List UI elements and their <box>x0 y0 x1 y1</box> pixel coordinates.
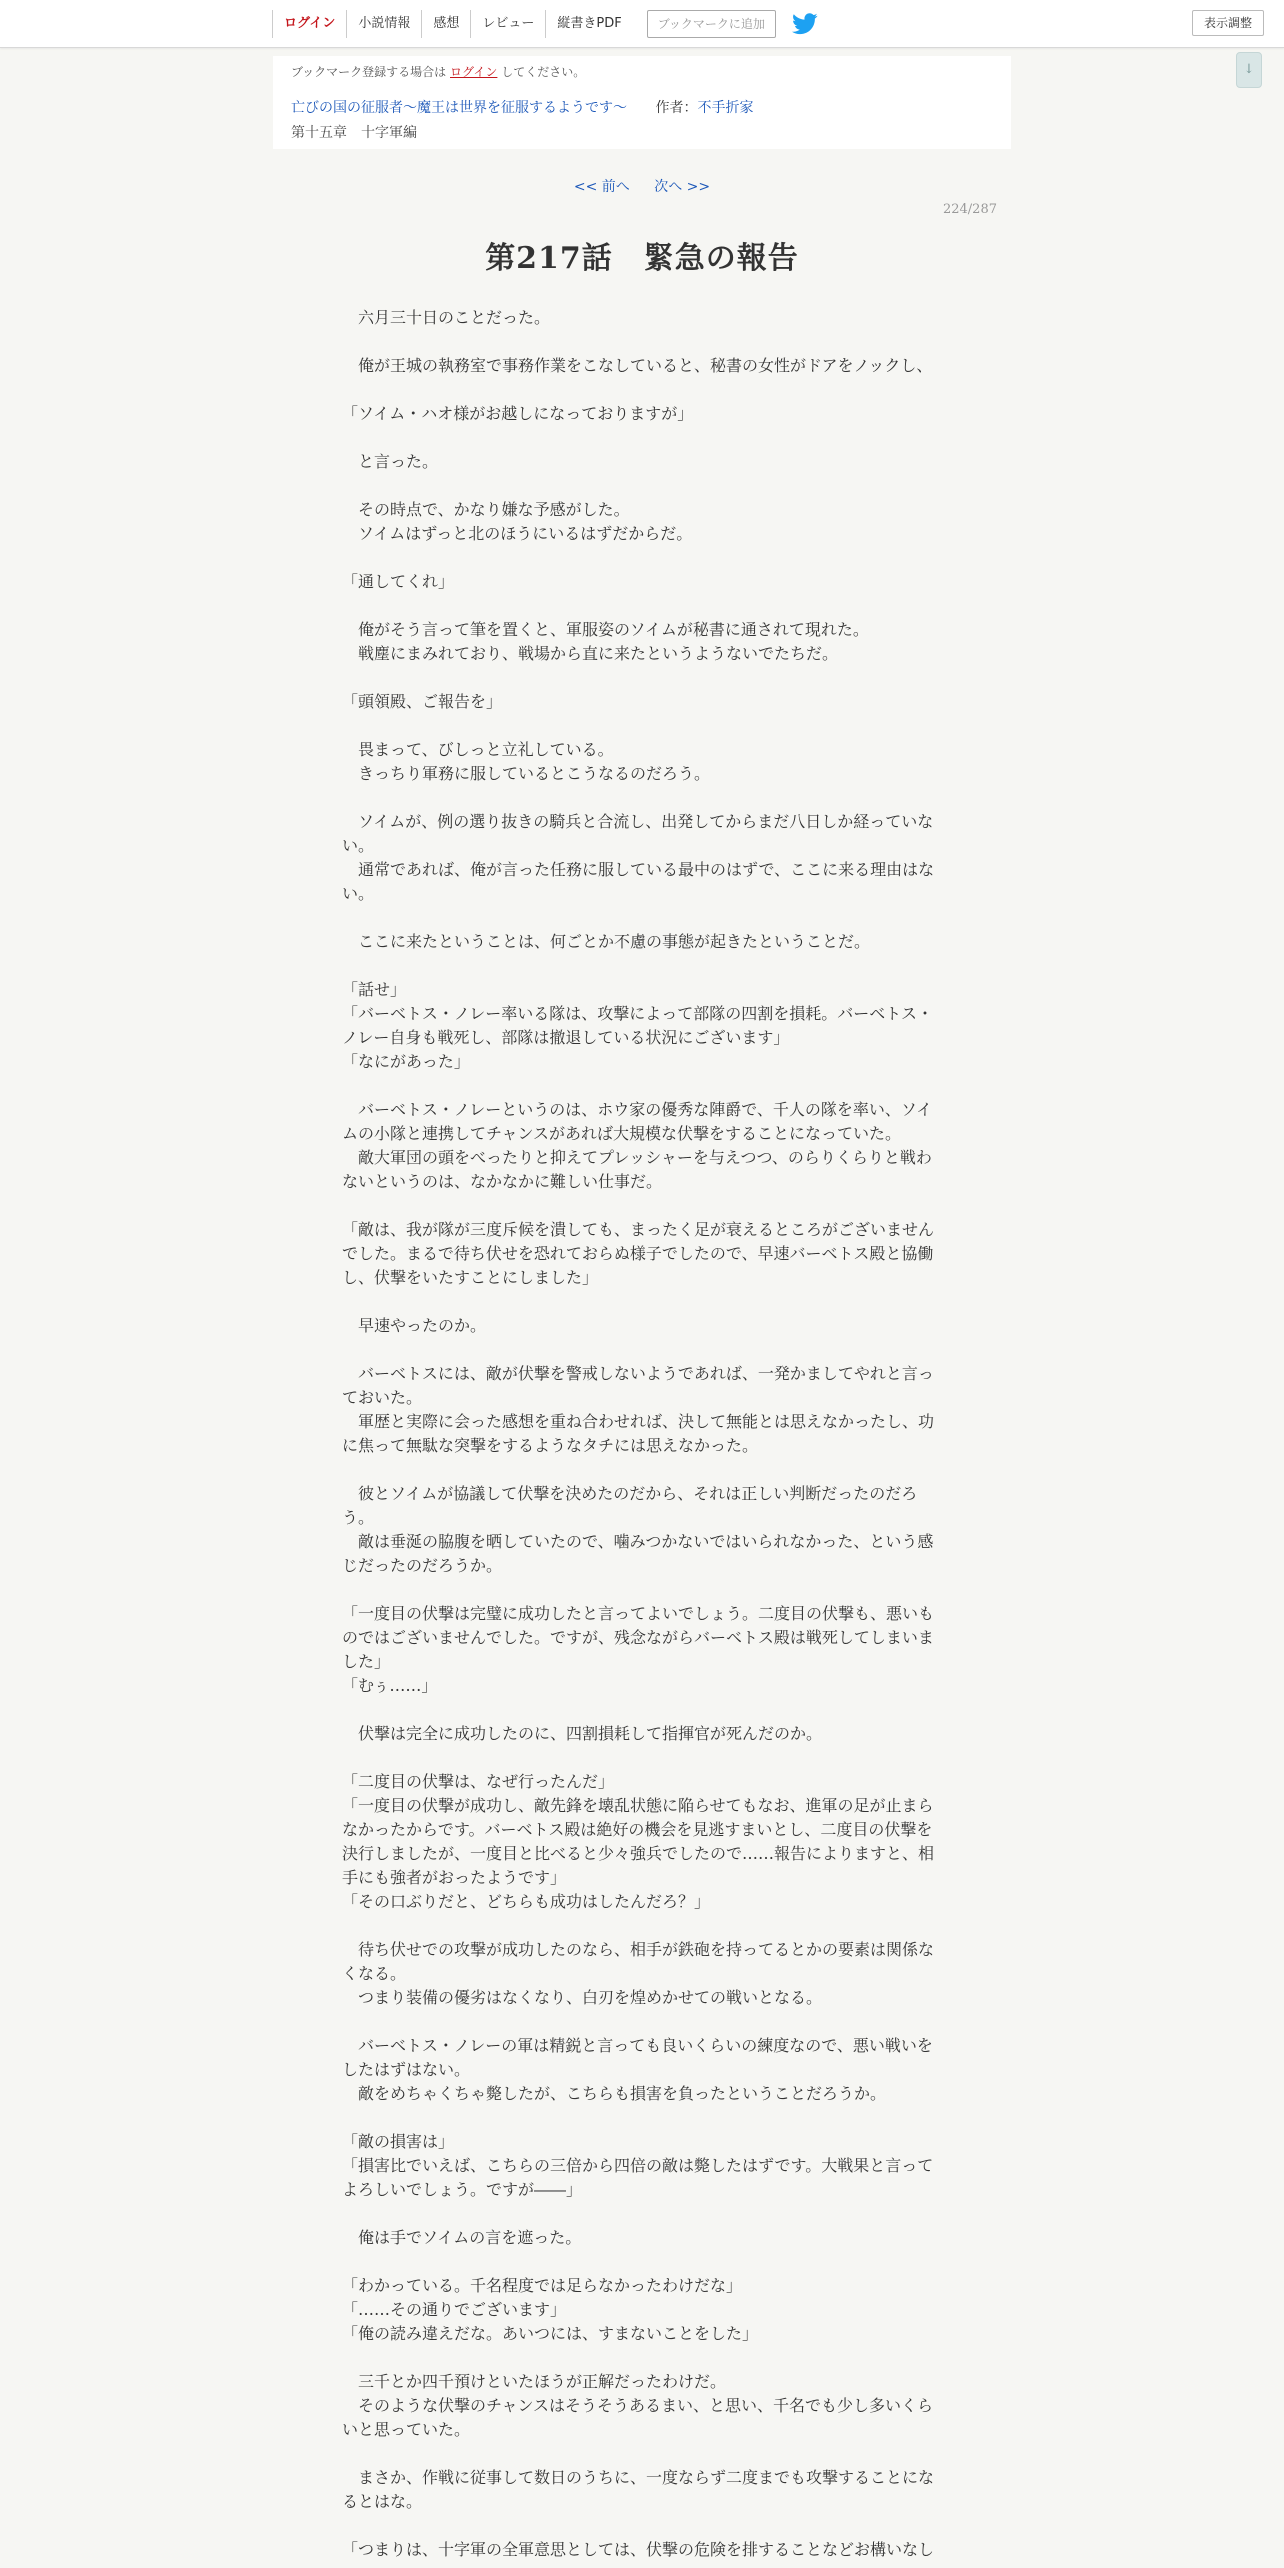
body-line: バーベトスには、敵が伏撃を警戒しないようであれば、一発かましてやれと言っ <box>342 1364 934 1383</box>
body-line: 「一度目の伏撃が成功し、敵先鋒を壊乱状態に陥らせてもなお、進軍の足が止まら <box>342 1796 934 1815</box>
body-line <box>342 666 938 690</box>
body-line: 通常であれば、俺が言った任務に服している最中のはずで、ここに来る理由はな <box>342 860 935 879</box>
body-line <box>342 1194 938 1218</box>
episode-count: 224/287 <box>942 202 997 217</box>
body-line: 三千とか四千預けといたほうが正解だったわけだ。 <box>342 2372 727 2391</box>
body-line: 敵をめちゃくちゃ斃したが、こちらも損害を負ったということだろうか。 <box>342 2084 887 2103</box>
scroll-down-button[interactable]: ↓ <box>1236 52 1262 88</box>
body-line <box>342 786 938 810</box>
novel-title-line <box>291 97 753 117</box>
episode-body <box>342 306 938 2562</box>
body-line: 「バーベトス・ノレー率いる隊は、攻撃によって部隊の四割を損耗。バーベトス・ <box>342 1004 934 1023</box>
nav-pdf-link[interactable]: 縦書きPDF <box>545 10 632 38</box>
body-line: バーベトス・ノレーというのは、ホウ家の優秀な陣爵で、千人の隊を率い、ソイ <box>342 1100 933 1119</box>
body-line <box>342 2106 938 2130</box>
body-line: と言った。 <box>342 452 439 471</box>
body-line: ここに来たということは、何ごとか不慮の事態が起きたということだ。 <box>342 932 871 951</box>
prev-episode-link[interactable]: << 前へ <box>573 179 630 195</box>
body-line: 彼とソイムが協議して伏撃を決めたのだから、それは正しい判断だったのだろ <box>342 1484 918 1503</box>
body-line <box>342 2250 938 2274</box>
body-line <box>342 2010 938 2034</box>
body-line: 軍歴と実際に会った感想を重ね合わせれば、決して無能とは思えなかったし、功 <box>342 1412 935 1431</box>
nav-review-link[interactable]: レビュー <box>470 10 545 38</box>
body-line <box>342 546 938 570</box>
display-settings-button[interactable]: 表示調整 <box>1192 10 1264 36</box>
body-line: その時点で、かなり嫌な予感がした。 <box>342 500 630 519</box>
body-line <box>342 2442 938 2466</box>
body-line: 「話せ」 <box>342 980 407 999</box>
body-line: バーベトス・ノレーの軍は精鋭と言っても良いくらいの練度なので、悪い戦いを <box>342 2036 933 2055</box>
body-line <box>342 2346 938 2370</box>
body-line: 六月三十日のことだった。 <box>342 308 551 327</box>
body-line: ムの小隊と連携してチャンスがあれば大規模な伏撃をすることになっていた。 <box>342 1124 902 1143</box>
nav-impression-link[interactable]: 感想 <box>421 10 470 38</box>
body-line: し、伏撃をいたすことにしました」 <box>342 1268 599 1287</box>
body-line: 「一度目の伏撃は完璧に成功したと言ってよいでしょう。二度目の伏撃も、悪いも <box>342 1604 935 1623</box>
next-episode-link[interactable]: 次へ >> <box>654 179 711 195</box>
body-line <box>342 2202 938 2226</box>
body-line: なかったからです。バーベトス殿は絶好の機会を見逃すまいとし、二度目の伏撃を <box>342 1820 933 1839</box>
body-line: よろしいでしょう。ですが――」 <box>342 2180 583 2199</box>
body-line: 俺がそう言って筆を置くと、軍服姿のソイムが秘書に通されて現れた。 <box>342 620 869 639</box>
body-line: 「損害比でいえば、こちらの三倍から四倍の敵は斃したはずです。大戦果と言って <box>342 2156 934 2175</box>
body-line: 早速やったのか。 <box>342 1316 487 1335</box>
episode-pager <box>0 176 1284 196</box>
body-line <box>342 714 938 738</box>
body-line <box>342 330 938 354</box>
body-line: そのような伏撃のチャンスはそうそうあるまい、と思い、千名でも少し多いくら <box>342 2396 934 2415</box>
chapter-title: 第十五章 十字軍編 <box>291 125 417 141</box>
body-line: るとはな。 <box>342 2492 423 2511</box>
body-line <box>342 474 938 498</box>
body-line: 「通してくれ」 <box>342 572 455 591</box>
novel-title-link[interactable]: 亡びの国の征服者～魔王は世界を征服するようです～ <box>291 100 627 116</box>
twitter-icon[interactable] <box>792 13 818 35</box>
body-line: のではございませんでした。ですが、残念ながらバーベトス殿は戦死してしまいま <box>342 1628 934 1647</box>
body-line <box>342 1578 938 1602</box>
author-link[interactable]: 不手折家 <box>697 100 754 116</box>
body-line <box>342 1458 938 1482</box>
body-line: 戦塵にまみれており、戦場から直に来たというようないでたちだ。 <box>342 644 839 663</box>
body-line: つまり装備の優劣はなくなり、白刃を煌めかせての戦いとなる。 <box>342 1988 823 2007</box>
body-line: 「ソイム・ハオ様がお越しになっておりますが」 <box>342 404 694 423</box>
body-line: でした。まるで待ち伏せを恐れておらぬ様子でしたので、早速バーベトス殿と協働 <box>342 1244 934 1263</box>
body-line: 畏まって、びしっと立礼している。 <box>342 740 614 759</box>
bookmark-login-notice <box>291 63 585 80</box>
body-line: 「むぅ……」 <box>342 1676 438 1695</box>
nav-login-link[interactable]: ログイン <box>272 10 346 38</box>
body-line: 「敵は、我が隊が三度斥候を潰しても、まったく足が衰えるところがございません <box>342 1220 935 1239</box>
body-line: 決行しましたが、一度目と比べると少々強兵でしたので……報告によりますと、相 <box>342 1844 935 1863</box>
body-line: くなる。 <box>342 1964 407 1983</box>
body-line <box>342 954 938 978</box>
body-line: に焦って無駄な突撃をするようなタチには思えなかった。 <box>342 1436 759 1455</box>
body-line: 伏撃は完全に成功したのに、四割損耗して指揮官が死んだのか。 <box>342 1724 823 1743</box>
body-line <box>342 426 938 450</box>
body-line: い。 <box>342 884 375 903</box>
body-line <box>342 906 938 930</box>
body-line: ておいた。 <box>342 1388 423 1407</box>
nav-list <box>272 10 818 38</box>
nav-novel-info-link[interactable]: 小説情報 <box>346 10 421 38</box>
body-line: 敵大軍団の頭をべったりと抑えてプレッシャーを与えつつ、のらりくらりと戦わ <box>342 1148 932 1167</box>
top-nav-bar <box>0 0 1284 48</box>
body-line <box>342 1074 938 1098</box>
body-line: まさか、作戦に従事して数日のうちに、一度ならず二度までも攻撃することにな <box>342 2468 935 2487</box>
body-line: う。 <box>342 1508 375 1527</box>
notice-login-link[interactable]: ログイン <box>450 65 498 79</box>
body-line <box>342 1290 938 1314</box>
body-line: 俺が王城の執務室で事務作業をこなしていると、秘書の女性がドアをノックし、 <box>342 356 933 375</box>
body-line: いと思っていた。 <box>342 2420 471 2439</box>
body-line: 待ち伏せでの攻撃が成功したのなら、相手が鉄砲を持ってるとかの要素は関係な <box>342 1940 935 1959</box>
body-line: ソイムはずっと北のほうにいるはずだからだ。 <box>342 524 693 543</box>
body-line: ないというのは、なかなかに難しい仕事だ。 <box>342 1172 663 1191</box>
notice-suffix: してください。 <box>501 65 586 79</box>
body-line <box>342 1338 938 1362</box>
body-line: 「なにがあった」 <box>342 1052 470 1071</box>
body-line <box>342 1698 938 1722</box>
body-line: 「わかっている。千名程度では足らなかったわけだな」 <box>342 2276 743 2295</box>
body-line: ソイムが、例の選り抜きの騎兵と合流し、出発してからまだ八日しか経っていな <box>342 812 934 831</box>
notice-prefix: ブックマーク登録する場合は <box>291 65 447 79</box>
body-line <box>342 2514 938 2538</box>
body-line: 「頭領殿、ご報告を」 <box>342 692 503 711</box>
body-line <box>342 594 938 618</box>
novel-info-box <box>273 56 1011 149</box>
body-line: 敵は垂涎の脇腹を晒していたので、噛みつかないではいられなかった、という感 <box>342 1532 934 1551</box>
body-line: 「つまりは、十字軍の全軍意思としては、伏撃の危険を排することなどお構いなし <box>342 2540 935 2559</box>
body-line: 俺は手でソイムの言を遮った。 <box>342 2228 582 2247</box>
episode-title: 第217話 緊急の報告 <box>485 241 799 276</box>
body-line: したはずはない。 <box>342 2060 471 2079</box>
body-line <box>342 1914 938 1938</box>
author-label: 作者： <box>655 100 698 116</box>
body-line: 「俺の読み違えだな。あいつには、すまないことをした」 <box>342 2324 759 2343</box>
body-line <box>342 378 938 402</box>
body-line: 「その口ぶりだと、どちらも成功はしたんだろ？」 <box>342 1892 711 1911</box>
body-line: した」 <box>342 1652 391 1671</box>
body-line: 「二度目の伏撃は、なぜ行ったんだ」 <box>342 1772 615 1791</box>
body-line: 「……その通りでございます」 <box>342 2300 567 2319</box>
body-line: じだったのだろうか。 <box>342 1556 503 1575</box>
body-line: きっちり軍務に服しているとこうなるのだろう。 <box>342 764 711 783</box>
body-line: い。 <box>342 836 375 855</box>
body-line: 手にも強者がおったようです」 <box>342 1868 567 1887</box>
body-line <box>342 1746 938 1770</box>
body-line: 「敵の損害は」 <box>342 2132 455 2151</box>
body-line: ノレー自身も戦死し、部隊は撤退している状況にございます」 <box>342 1028 790 1047</box>
add-bookmark-button[interactable]: ブックマークに追加 <box>647 10 776 38</box>
